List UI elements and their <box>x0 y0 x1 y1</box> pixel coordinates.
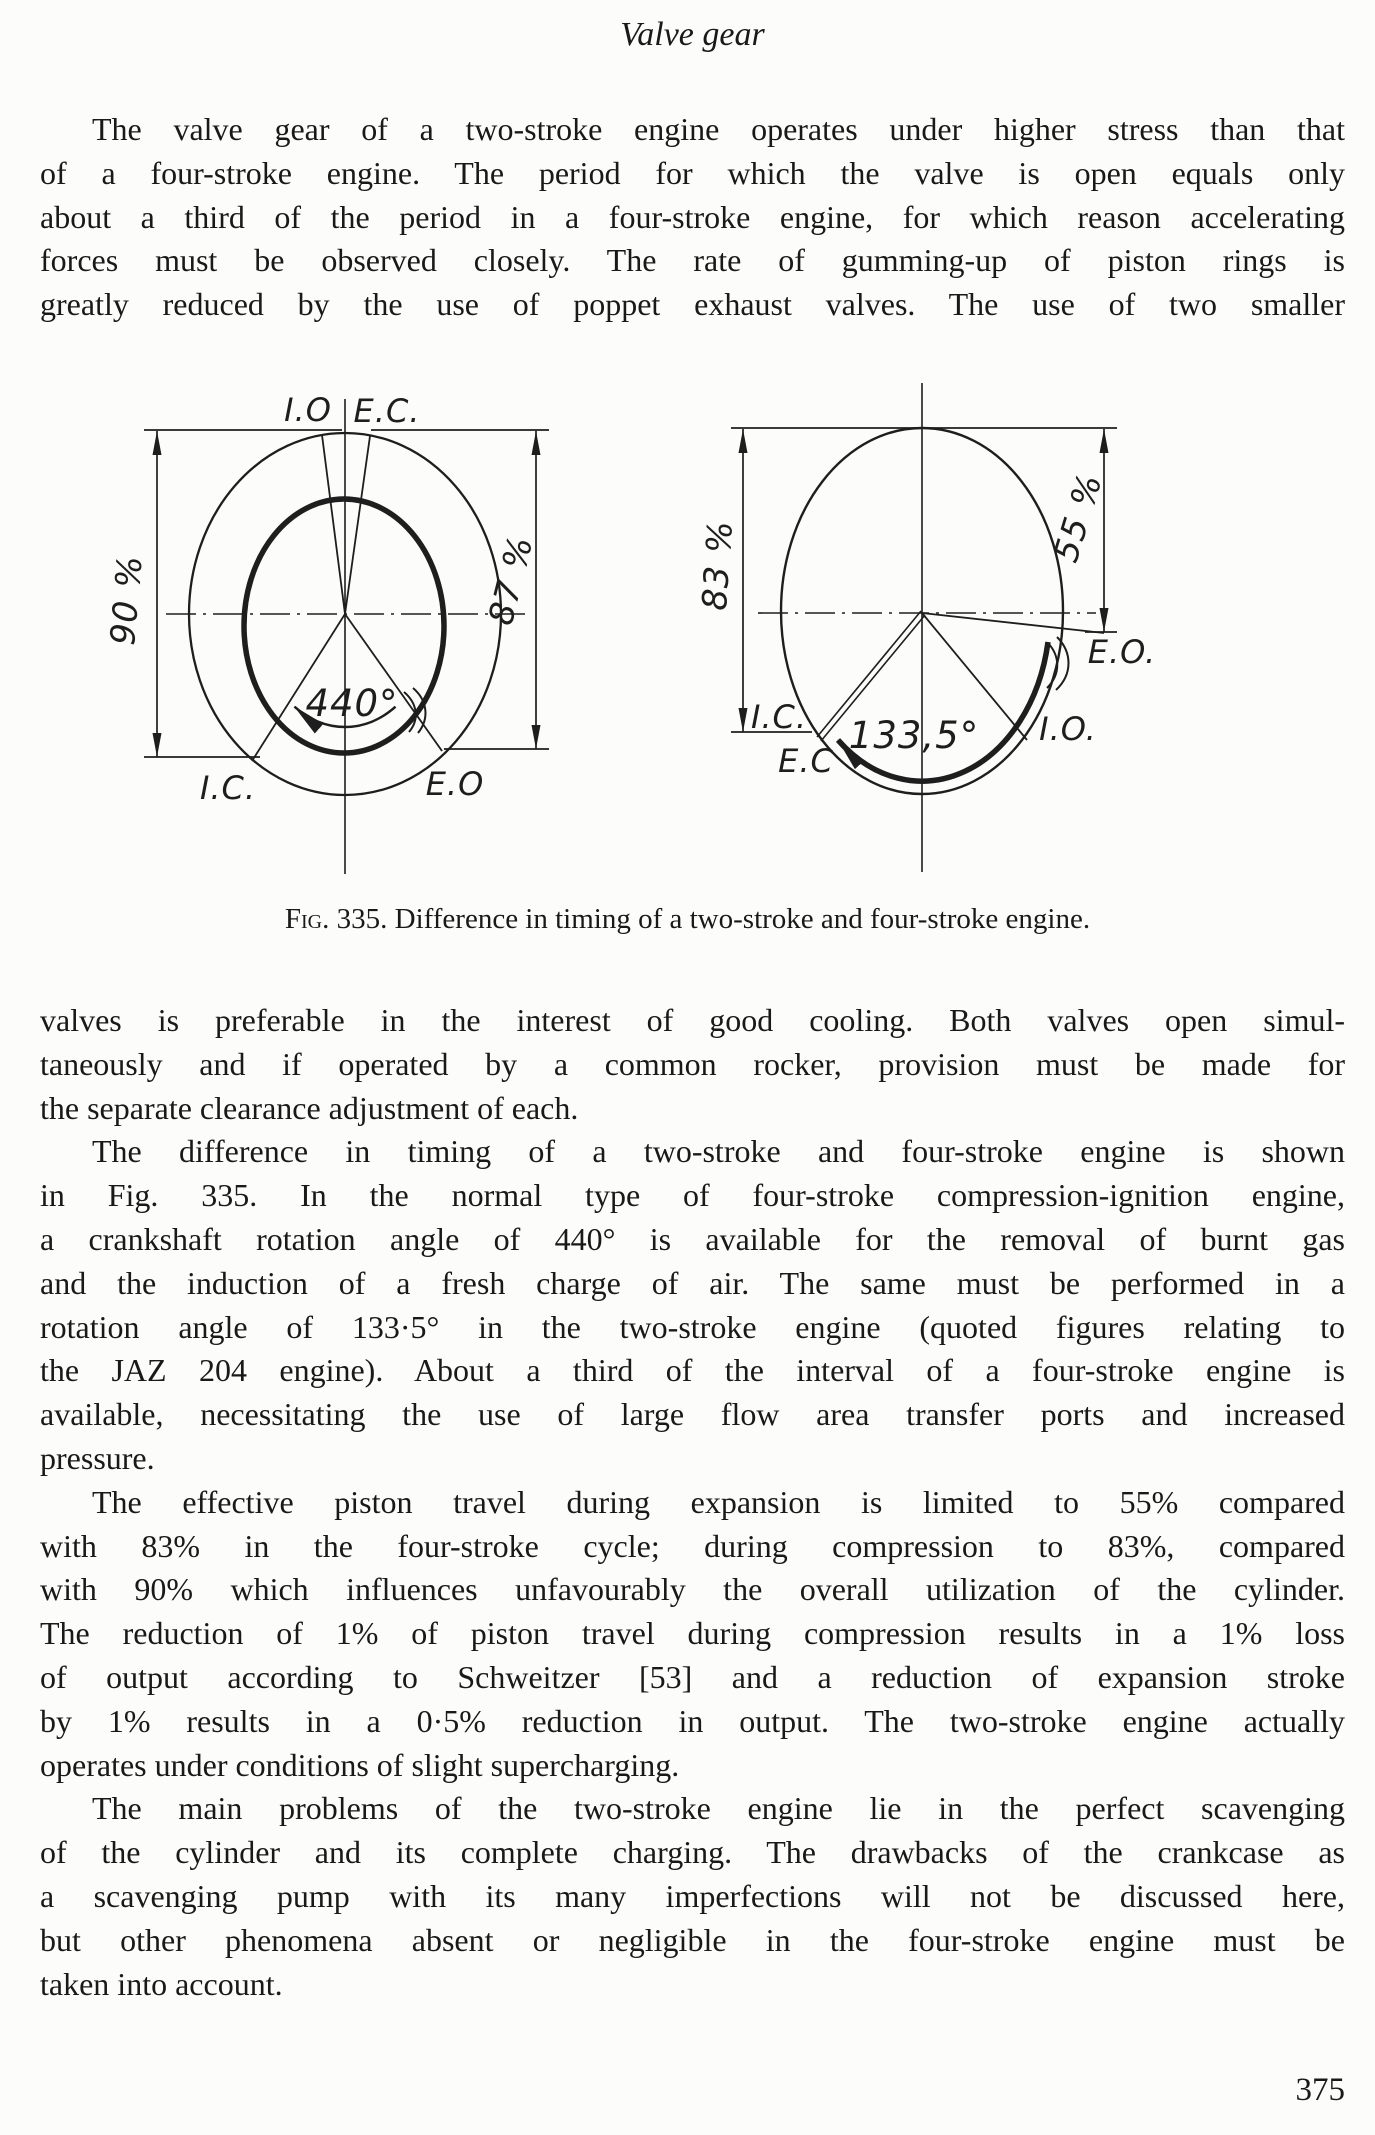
text-line: a scavenging pump with its many imperfections will not be discussed here, <box>40 1877 1345 1914</box>
text-line: and the induction of a fresh charge of air. The same must be performed in a <box>40 1264 1345 1301</box>
body-text <box>40 999 1345 2006</box>
text-line: The valve gear of a two-stroke engine operates under higher stress than that <box>92 111 1345 147</box>
figure-caption <box>0 899 1375 939</box>
text-line: The difference in timing of a two-stroke and four-stroke engine is shown <box>92 1133 1345 1170</box>
text-line: The main problems of the two-stroke engine lie in the perfect scavenging <box>92 1790 1345 1827</box>
text-line: of a four-stroke engine. The period for which the valve is open equals only <box>40 154 1345 191</box>
two-stroke-diagram <box>731 383 1117 872</box>
text-line: The effective piston travel during expansion is limited to 55% compared <box>92 1483 1345 1520</box>
twostroke-ic-label: I.C. <box>750 698 808 736</box>
figure-caption-label: Fig. 335. <box>284 903 388 935</box>
text-line: in Fig. 335. In the normal type of four-stroke compression-ignition engine, <box>40 1177 1345 1214</box>
text-line: taneously and if operated by a common rocker, provision must be made for <box>40 1045 1345 1082</box>
fourstroke-ic-label: I.C. <box>199 769 257 807</box>
text-line: available, necessitating the use of large flow area transfer ports and increased <box>40 1396 1345 1433</box>
text-line: with 83% in the four-stroke cycle; during compression to 83%, compared <box>40 1527 1345 1564</box>
paragraph-2 <box>40 999 1345 1130</box>
eo-line <box>922 613 1104 633</box>
page-title: Valve gear <box>620 16 765 53</box>
paragraph-5 <box>40 1787 1345 2006</box>
fourstroke-angle-label: 440° <box>305 682 399 725</box>
text-line: about a third of the period in a four-stroke engine, for which reason accelerating <box>40 198 1345 235</box>
text-line: by 1% results in a 0·5% reduction in output. The two-stroke engine actually <box>40 1702 1345 1739</box>
text-line: rotation angle of 133·5° in the two-stroke engine (quoted figures relating to <box>40 1308 1345 1345</box>
paragraph-4 <box>40 1481 1345 1788</box>
twostroke-right-percent: 55 % <box>1046 468 1111 567</box>
twostroke-ec-label: E.C <box>778 742 834 780</box>
text-line: valves is preferable in the interest of good cooling. Both valves open simul- <box>40 1002 1345 1038</box>
twostroke-left-percent: 83 % <box>694 518 742 612</box>
text-line: greatly reduced by the use of poppet exhaust valves. The use of two smaller <box>40 286 1345 323</box>
twostroke-eo-label: E.O. <box>1087 633 1157 671</box>
text-line: of output according to Schweitzer [53] and a reduction of expansion stroke <box>40 1658 1345 1695</box>
text-line: pressure. <box>40 1439 155 1476</box>
io-line <box>322 435 345 614</box>
fourstroke-right-percent: 87 % <box>480 531 542 630</box>
page-number: 375 <box>1295 2072 1345 2108</box>
text-line: taken into account. <box>40 1965 283 2002</box>
figure-caption-text: Difference in timing of a two-stroke and four-stroke engine. <box>387 903 1091 935</box>
fourstroke-left-percent: 90 % <box>103 553 151 647</box>
fourstroke-ec-label: E.C. <box>353 392 421 430</box>
arc-origin-hook <box>1047 637 1069 690</box>
twostroke-angle-label: 133,5° <box>848 714 980 757</box>
text-line: forces must be observed closely. The rate of gumming-up of piston rings is <box>40 242 1345 279</box>
twostroke-io-label: I.O. <box>1039 710 1097 748</box>
fourstroke-eo-label: E.O <box>425 765 485 803</box>
text-line: The reduction of 1% of piston travel during compression results in a 1% loss <box>40 1615 1345 1652</box>
text-line: the JAZ 204 engine). About a third of the interval of a four-stroke engine is <box>40 1352 1345 1389</box>
ec-line <box>345 436 370 614</box>
angle-arc <box>838 642 1048 781</box>
text-line: the separate clearance adjustment of each. <box>40 1089 579 1126</box>
text-line: with 90% which influences unfavourably the overall utilization of the cylinder. <box>40 1571 1345 1608</box>
text-line: a crankshaft rotation angle of 440° is available for the removal of burnt gas <box>40 1220 1345 1257</box>
paragraph-3 <box>40 1130 1345 1480</box>
text-line: but other phenomena absent or negligible in the four-stroke engine must be <box>40 1921 1345 1958</box>
text-line: of the cylinder and its complete charging. The drawbacks of the crankcase as <box>40 1834 1345 1871</box>
text-line: operates under conditions of slight supercharging. <box>40 1746 680 1783</box>
fourstroke-io-label: I.O <box>284 391 332 429</box>
